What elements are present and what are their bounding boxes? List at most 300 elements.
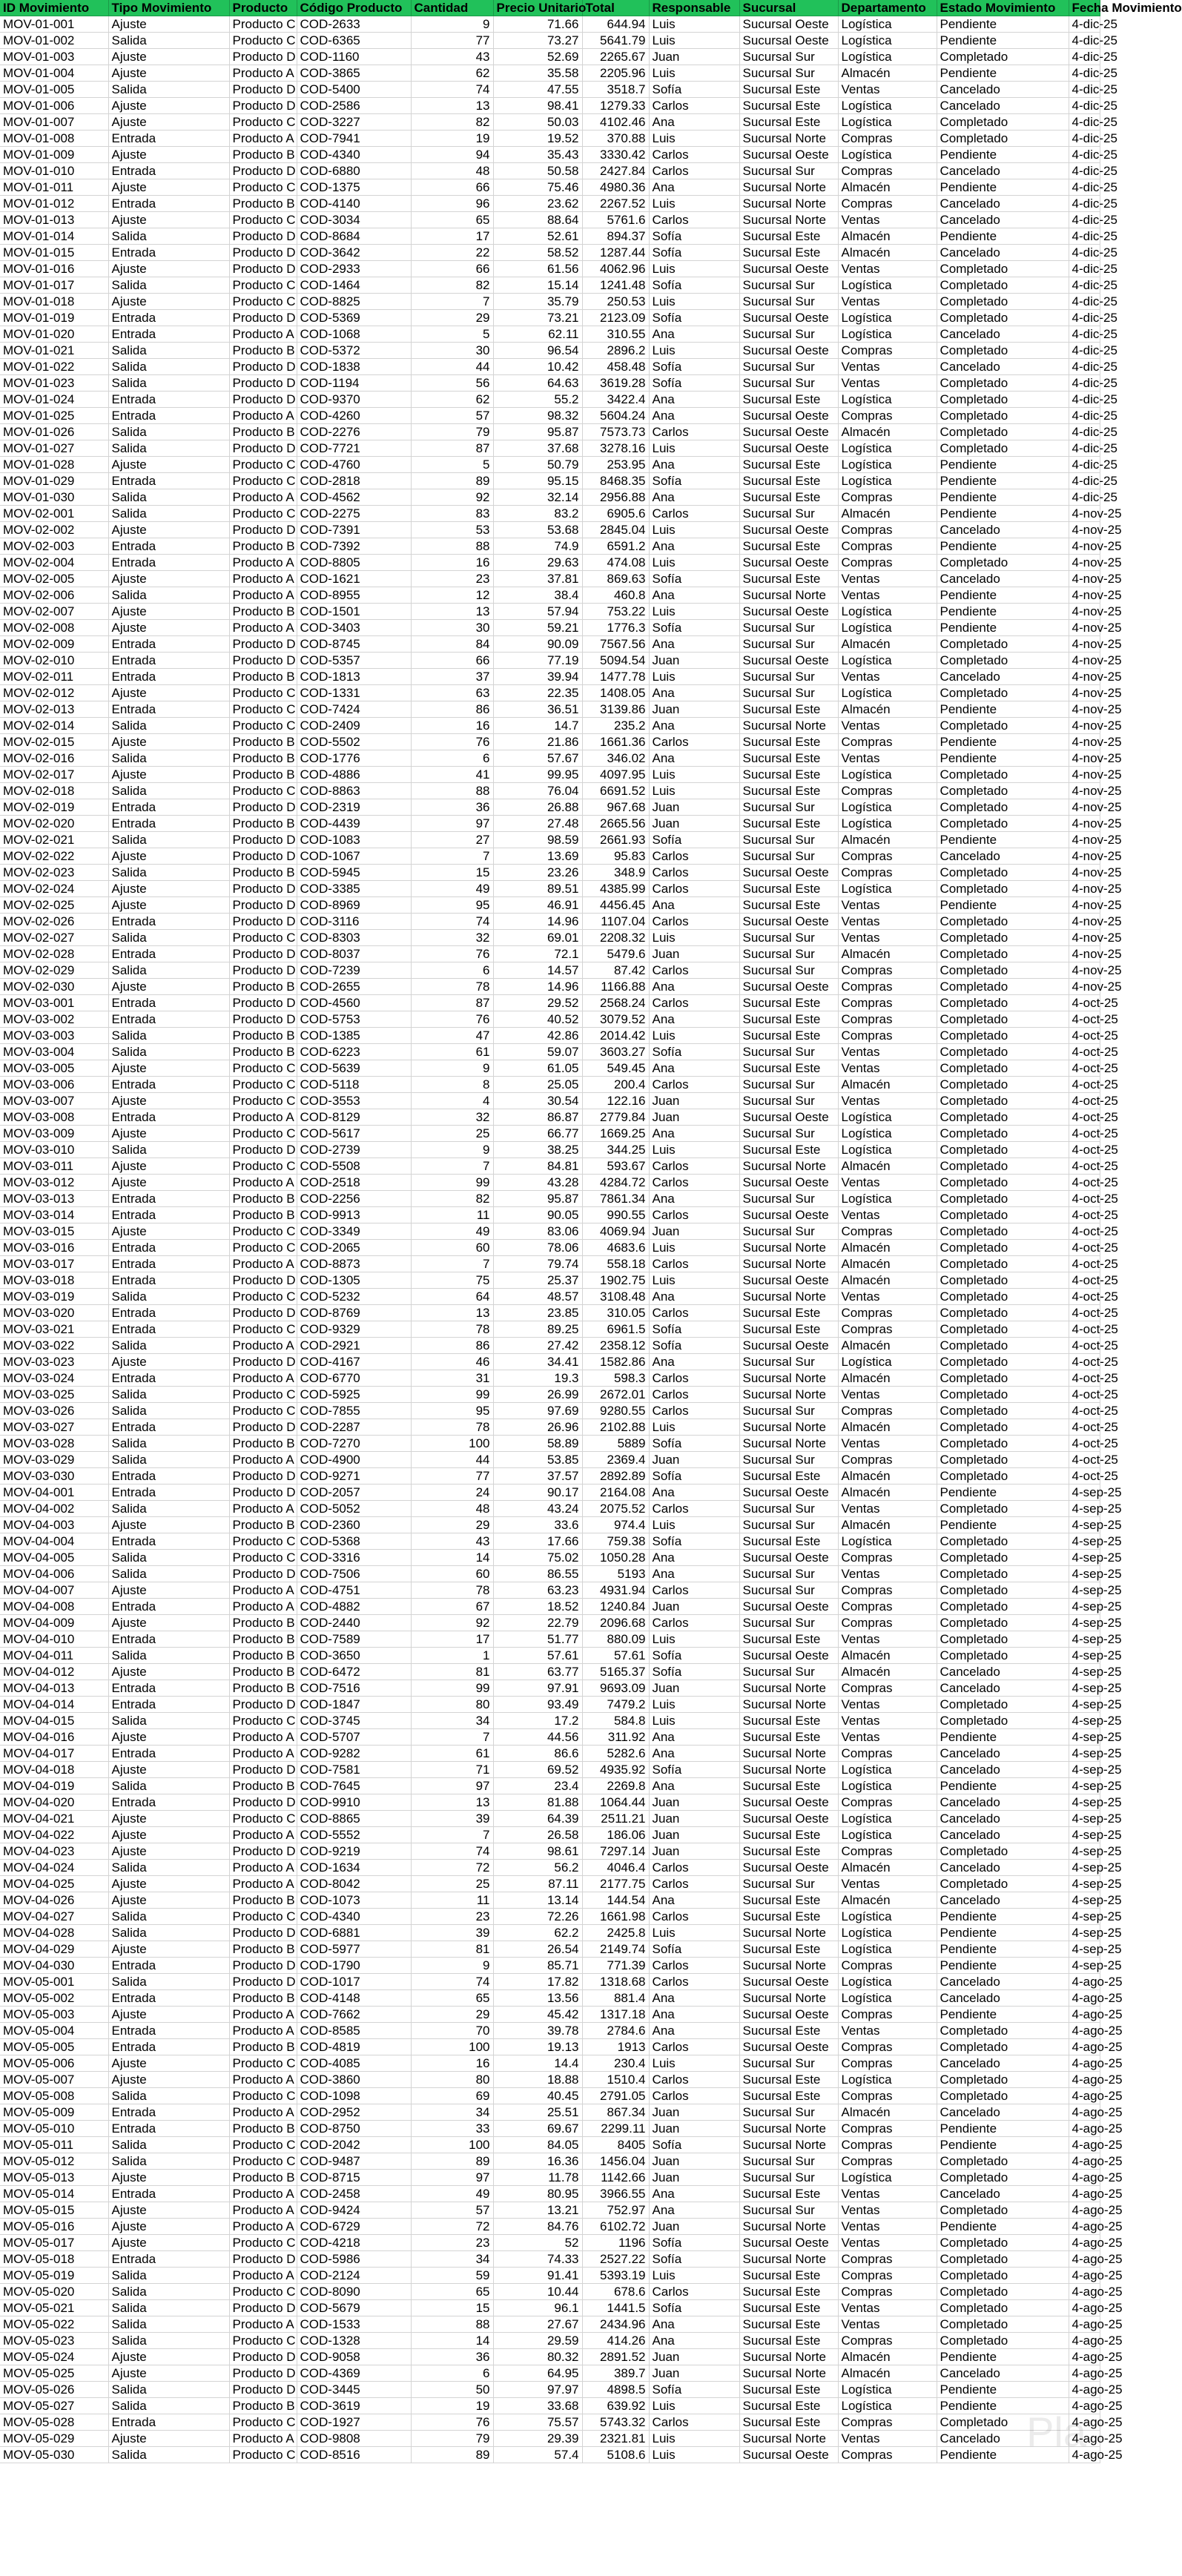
table-cell[interactable]: Sucursal Norte: [739, 1436, 838, 1452]
table-cell[interactable]: Producto C: [229, 2088, 297, 2104]
table-cell[interactable]: Compras: [838, 1794, 937, 1811]
table-cell[interactable]: Almacén: [838, 1370, 937, 1387]
table-cell[interactable]: 45.42: [493, 2007, 582, 2023]
table-cell[interactable]: COD-9219: [297, 1843, 411, 1860]
table-cell[interactable]: 2956.88: [582, 489, 649, 506]
table-cell[interactable]: Carlos: [649, 1860, 739, 1876]
table-cell[interactable]: Sucursal Este: [739, 228, 838, 245]
table-cell[interactable]: 15.14: [493, 277, 582, 294]
table-cell[interactable]: 25: [411, 1126, 493, 1142]
table-cell[interactable]: MOV-02-024: [0, 881, 108, 897]
table-cell[interactable]: 26.54: [493, 1941, 582, 1958]
table-cell[interactable]: Completado: [937, 1468, 1069, 1484]
table-cell[interactable]: Sucursal Oeste: [739, 1811, 838, 1827]
table-cell[interactable]: 33.6: [493, 1517, 582, 1533]
table-cell[interactable]: Luis: [649, 1631, 739, 1648]
table-cell[interactable]: Carlos: [649, 1077, 739, 1093]
table-cell[interactable]: Sucursal Norte: [739, 2431, 838, 2447]
table-cell[interactable]: Entrada: [108, 1191, 229, 1207]
table-cell[interactable]: Ajuste: [108, 1354, 229, 1370]
table-cell[interactable]: Completado: [937, 1387, 1069, 1403]
table-cell[interactable]: Luis: [649, 604, 739, 620]
table-cell[interactable]: Almacén: [838, 1517, 937, 1533]
table-cell[interactable]: 97.91: [493, 1680, 582, 1697]
table-cell[interactable]: MOV-05-022: [0, 2316, 108, 2333]
table-cell[interactable]: Compras: [838, 783, 937, 799]
table-cell[interactable]: Ana: [649, 1729, 739, 1746]
table-cell[interactable]: 14.7: [493, 718, 582, 734]
table-cell[interactable]: Entrada: [108, 1240, 229, 1256]
table-cell[interactable]: Salida: [108, 1778, 229, 1794]
table-cell[interactable]: Entrada: [108, 2414, 229, 2431]
table-cell[interactable]: Sucursal Oeste: [739, 1109, 838, 1126]
table-cell[interactable]: COD-1847: [297, 1697, 411, 1713]
table-cell[interactable]: 4-oct-25: [1069, 1354, 1100, 1370]
table-cell[interactable]: 4-oct-25: [1069, 1158, 1100, 1175]
table-cell[interactable]: Sucursal Sur: [739, 65, 838, 82]
table-cell[interactable]: Completado: [937, 2300, 1069, 2316]
table-cell[interactable]: 82: [411, 1191, 493, 1207]
table-cell[interactable]: 14.4: [493, 2055, 582, 2072]
table-cell[interactable]: COD-3385: [297, 881, 411, 897]
table-cell[interactable]: 57.61: [493, 1648, 582, 1664]
table-cell[interactable]: 50.03: [493, 114, 582, 131]
table-cell[interactable]: Sucursal Sur: [739, 1452, 838, 1468]
table-cell[interactable]: 4-oct-25: [1069, 1175, 1100, 1191]
table-cell[interactable]: Producto B: [229, 1941, 297, 1958]
table-cell[interactable]: 64.63: [493, 375, 582, 392]
table-cell[interactable]: Compras: [838, 2137, 937, 2153]
table-cell[interactable]: MOV-05-020: [0, 2284, 108, 2300]
table-cell[interactable]: COD-4819: [297, 2039, 411, 2055]
table-cell[interactable]: Ajuste: [108, 1060, 229, 1077]
table-cell[interactable]: 97.69: [493, 1403, 582, 1419]
table-cell[interactable]: 2845.04: [582, 522, 649, 538]
table-cell[interactable]: 752.97: [582, 2202, 649, 2219]
table-cell[interactable]: COD-2057: [297, 1484, 411, 1501]
table-cell[interactable]: 4-dic-25: [1069, 49, 1100, 65]
table-cell[interactable]: 4-sep-25: [1069, 1631, 1100, 1648]
table-cell[interactable]: MOV-01-028: [0, 457, 108, 473]
table-cell[interactable]: MOV-04-005: [0, 1550, 108, 1566]
table-cell[interactable]: Ventas: [838, 2202, 937, 2219]
table-cell[interactable]: COD-2586: [297, 98, 411, 114]
table-cell[interactable]: Producto C: [229, 1713, 297, 1729]
table-cell[interactable]: 62: [411, 392, 493, 408]
table-cell[interactable]: Logística: [838, 881, 937, 897]
table-cell[interactable]: Sucursal Este: [739, 1028, 838, 1044]
table-cell[interactable]: Entrada: [108, 669, 229, 685]
table-cell[interactable]: Completado: [937, 1272, 1069, 1289]
table-cell[interactable]: Sucursal Sur: [739, 1191, 838, 1207]
table-cell[interactable]: Sucursal Sur: [739, 2055, 838, 2072]
table-cell[interactable]: Compras: [838, 196, 937, 212]
table-cell[interactable]: Producto B: [229, 1517, 297, 1533]
table-cell[interactable]: MOV-05-006: [0, 2055, 108, 2072]
table-cell[interactable]: Logística: [838, 1109, 937, 1126]
table-cell[interactable]: 74.9: [493, 538, 582, 555]
table-cell[interactable]: MOV-01-001: [0, 16, 108, 33]
table-cell[interactable]: COD-6770: [297, 1370, 411, 1387]
table-cell[interactable]: Sucursal Sur: [739, 375, 838, 392]
table-cell[interactable]: Producto B: [229, 669, 297, 685]
table-cell[interactable]: Cancelado: [937, 359, 1069, 375]
table-cell[interactable]: 4-oct-25: [1069, 1077, 1100, 1093]
table-cell[interactable]: Pendiente: [937, 538, 1069, 555]
table-cell[interactable]: 1456.04: [582, 2153, 649, 2170]
table-cell[interactable]: 57.61: [582, 1648, 649, 1664]
table-cell[interactable]: Sucursal Este: [739, 1142, 838, 1158]
table-cell[interactable]: COD-4560: [297, 995, 411, 1011]
table-cell[interactable]: 4062.96: [582, 261, 649, 277]
table-cell[interactable]: Producto C: [229, 506, 297, 522]
table-cell[interactable]: 84: [411, 636, 493, 653]
table-cell[interactable]: COD-7589: [297, 1631, 411, 1648]
table-cell[interactable]: 4-dic-25: [1069, 131, 1100, 147]
table-cell[interactable]: 89: [411, 2447, 493, 2463]
table-cell[interactable]: Carlos: [649, 2072, 739, 2088]
table-cell[interactable]: Ana: [649, 1566, 739, 1582]
table-cell[interactable]: MOV-05-008: [0, 2088, 108, 2104]
table-cell[interactable]: Compras: [838, 979, 937, 995]
table-cell[interactable]: MOV-03-016: [0, 1240, 108, 1256]
table-cell[interactable]: 558.18: [582, 1256, 649, 1272]
table-cell[interactable]: Sofía: [649, 1321, 739, 1338]
table-cell[interactable]: Salida: [108, 587, 229, 604]
table-cell[interactable]: 2791.05: [582, 2088, 649, 2104]
table-cell[interactable]: 4-nov-25: [1069, 587, 1100, 604]
table-cell[interactable]: 86.87: [493, 1109, 582, 1126]
table-cell[interactable]: Completado: [937, 392, 1069, 408]
table-cell[interactable]: 29.52: [493, 995, 582, 1011]
table-cell[interactable]: 35.43: [493, 147, 582, 163]
table-cell[interactable]: COD-7424: [297, 701, 411, 718]
table-cell[interactable]: 4-ago-25: [1069, 2072, 1100, 2088]
table-cell[interactable]: Compras: [838, 2333, 937, 2349]
table-cell[interactable]: 81: [411, 1941, 493, 1958]
table-cell[interactable]: MOV-02-015: [0, 734, 108, 750]
table-cell[interactable]: Ana: [649, 179, 739, 196]
table-cell[interactable]: 16.36: [493, 2153, 582, 2170]
table-cell[interactable]: COD-8303: [297, 930, 411, 946]
table-cell[interactable]: Producto A: [229, 555, 297, 571]
table-cell[interactable]: COD-1305: [297, 1272, 411, 1289]
table-cell[interactable]: Ajuste: [108, 98, 229, 114]
table-cell[interactable]: Sofía: [649, 1044, 739, 1060]
table-cell[interactable]: 4-oct-25: [1069, 1370, 1100, 1387]
column-header[interactable]: Fecha Movimiento: [1069, 0, 1100, 16]
table-cell[interactable]: MOV-03-022: [0, 1338, 108, 1354]
table-cell[interactable]: Sucursal Oeste: [739, 33, 838, 49]
table-cell[interactable]: Ventas: [838, 2186, 937, 2202]
table-cell[interactable]: 14.57: [493, 962, 582, 979]
table-cell[interactable]: Producto C: [229, 33, 297, 49]
table-cell[interactable]: Almacén: [838, 832, 937, 848]
table-cell[interactable]: Sucursal Este: [739, 881, 838, 897]
table-cell[interactable]: Sucursal Sur: [739, 1664, 838, 1680]
table-cell[interactable]: Compras: [838, 2088, 937, 2104]
table-cell[interactable]: 6591.2: [582, 538, 649, 555]
table-cell[interactable]: 4-ago-25: [1069, 2316, 1100, 2333]
table-cell[interactable]: Logística: [838, 1142, 937, 1158]
table-cell[interactable]: MOV-03-003: [0, 1028, 108, 1044]
table-cell[interactable]: Producto D: [229, 2251, 297, 2268]
table-cell[interactable]: Ventas: [838, 571, 937, 587]
table-cell[interactable]: MOV-05-005: [0, 2039, 108, 2055]
table-cell[interactable]: 13.56: [493, 1990, 582, 2007]
table-cell[interactable]: Ajuste: [108, 1093, 229, 1109]
table-cell[interactable]: Producto C: [229, 1240, 297, 1256]
table-cell[interactable]: COD-2818: [297, 473, 411, 489]
table-cell[interactable]: COD-2042: [297, 2137, 411, 2153]
table-cell[interactable]: COD-9282: [297, 1746, 411, 1762]
table-cell[interactable]: Sofía: [649, 277, 739, 294]
table-cell[interactable]: COD-7855: [297, 1403, 411, 1419]
table-cell[interactable]: 310.05: [582, 1305, 649, 1321]
table-cell[interactable]: MOV-04-030: [0, 1958, 108, 1974]
table-cell[interactable]: Sofía: [649, 2137, 739, 2153]
table-cell[interactable]: 99: [411, 1175, 493, 1191]
column-header[interactable]: Producto: [229, 0, 297, 16]
table-cell[interactable]: Ana: [649, 2186, 739, 2202]
table-cell[interactable]: 2672.01: [582, 1387, 649, 1403]
table-cell[interactable]: Sucursal Sur: [739, 506, 838, 522]
table-cell[interactable]: Sucursal Oeste: [739, 1207, 838, 1223]
table-cell[interactable]: Producto C: [229, 1126, 297, 1142]
table-cell[interactable]: Almacén: [838, 506, 937, 522]
table-cell[interactable]: Ajuste: [108, 1517, 229, 1533]
table-cell[interactable]: Compras: [838, 1746, 937, 1762]
table-cell[interactable]: Producto D: [229, 1305, 297, 1321]
table-cell[interactable]: COD-1017: [297, 1974, 411, 1990]
table-cell[interactable]: Sucursal Norte: [739, 1370, 838, 1387]
table-cell[interactable]: Ventas: [838, 669, 937, 685]
table-cell[interactable]: 10.42: [493, 359, 582, 375]
table-cell[interactable]: Sucursal Este: [739, 489, 838, 506]
table-cell[interactable]: 57.67: [493, 750, 582, 767]
table-cell[interactable]: Sucursal Oeste: [739, 310, 838, 326]
table-cell[interactable]: 88: [411, 2316, 493, 2333]
table-cell[interactable]: Carlos: [649, 1958, 739, 1974]
table-cell[interactable]: 3139.86: [582, 701, 649, 718]
table-cell[interactable]: Compras: [838, 1028, 937, 1044]
table-cell[interactable]: Ventas: [838, 1093, 937, 1109]
table-cell[interactable]: Sucursal Oeste: [739, 261, 838, 277]
table-cell[interactable]: 5: [411, 326, 493, 343]
table-cell[interactable]: Completado: [937, 1126, 1069, 1142]
table-cell[interactable]: MOV-03-028: [0, 1436, 108, 1452]
table-cell[interactable]: Sucursal Este: [739, 473, 838, 489]
table-cell[interactable]: 86.6: [493, 1746, 582, 1762]
table-cell[interactable]: MOV-01-010: [0, 163, 108, 179]
table-cell[interactable]: 95.15: [493, 473, 582, 489]
table-cell[interactable]: Entrada: [108, 326, 229, 343]
table-cell[interactable]: COD-9424: [297, 2202, 411, 2219]
table-cell[interactable]: Ajuste: [108, 261, 229, 277]
table-cell[interactable]: Ventas: [838, 2316, 937, 2333]
table-cell[interactable]: 2784.6: [582, 2023, 649, 2039]
table-cell[interactable]: 48: [411, 163, 493, 179]
table-cell[interactable]: Cancelado: [937, 848, 1069, 865]
table-cell[interactable]: 4-dic-25: [1069, 261, 1100, 277]
table-cell[interactable]: 678.6: [582, 2284, 649, 2300]
table-cell[interactable]: 4-dic-25: [1069, 179, 1100, 196]
table-cell[interactable]: Sucursal Este: [739, 2088, 838, 2104]
table-cell[interactable]: 32: [411, 930, 493, 946]
table-cell[interactable]: 43.24: [493, 1501, 582, 1517]
table-cell[interactable]: COD-1464: [297, 277, 411, 294]
table-cell[interactable]: Completado: [937, 1631, 1069, 1648]
table-cell[interactable]: Producto D: [229, 1011, 297, 1028]
table-cell[interactable]: 4-ago-25: [1069, 2284, 1100, 2300]
table-cell[interactable]: Ajuste: [108, 2007, 229, 2023]
table-cell[interactable]: 2299.11: [582, 2121, 649, 2137]
table-cell[interactable]: Pendiente: [937, 1925, 1069, 1941]
column-header[interactable]: Tipo Movimiento: [108, 0, 229, 16]
table-cell[interactable]: Producto A: [229, 131, 297, 147]
table-cell[interactable]: 90.05: [493, 1207, 582, 1223]
table-cell[interactable]: Completado: [937, 2072, 1069, 2088]
table-cell[interactable]: Sucursal Sur: [739, 1044, 838, 1060]
table-cell[interactable]: 55.2: [493, 392, 582, 408]
table-cell[interactable]: Ventas: [838, 1387, 937, 1403]
table-cell[interactable]: 82: [411, 277, 493, 294]
table-cell[interactable]: Carlos: [649, 1158, 739, 1175]
table-cell[interactable]: COD-1067: [297, 848, 411, 865]
table-cell[interactable]: Producto B: [229, 865, 297, 881]
table-cell[interactable]: 4-nov-25: [1069, 685, 1100, 701]
table-cell[interactable]: Sucursal Sur: [739, 1566, 838, 1582]
table-cell[interactable]: Compras: [838, 848, 937, 865]
table-cell[interactable]: COD-8745: [297, 636, 411, 653]
table-cell[interactable]: 47.55: [493, 82, 582, 98]
table-cell[interactable]: COD-9910: [297, 1794, 411, 1811]
table-cell[interactable]: MOV-02-004: [0, 555, 108, 571]
table-cell[interactable]: 78: [411, 1321, 493, 1338]
table-cell[interactable]: Logística: [838, 33, 937, 49]
table-cell[interactable]: 93.49: [493, 1697, 582, 1713]
table-cell[interactable]: 27.48: [493, 816, 582, 832]
table-cell[interactable]: Sucursal Sur: [739, 685, 838, 701]
table-cell[interactable]: Completado: [937, 294, 1069, 310]
table-cell[interactable]: Producto A: [229, 571, 297, 587]
table-cell[interactable]: Producto C: [229, 277, 297, 294]
table-cell[interactable]: Producto A: [229, 2007, 297, 2023]
table-cell[interactable]: 17.66: [493, 1533, 582, 1550]
table-cell[interactable]: Ventas: [838, 1044, 937, 1060]
table-cell[interactable]: COD-8037: [297, 946, 411, 962]
table-cell[interactable]: Juan: [649, 2219, 739, 2235]
table-cell[interactable]: Carlos: [649, 881, 739, 897]
table-cell[interactable]: Sofía: [649, 1436, 739, 1452]
table-cell[interactable]: COD-3116: [297, 914, 411, 930]
table-cell[interactable]: 26.58: [493, 1827, 582, 1843]
table-cell[interactable]: Producto C: [229, 1387, 297, 1403]
table-cell[interactable]: 4-sep-25: [1069, 1746, 1100, 1762]
table-cell[interactable]: Sucursal Oeste: [739, 1599, 838, 1615]
table-cell[interactable]: 4-sep-25: [1069, 1648, 1100, 1664]
table-cell[interactable]: Ventas: [838, 294, 937, 310]
table-cell[interactable]: COD-9370: [297, 392, 411, 408]
table-cell[interactable]: Producto C: [229, 2284, 297, 2300]
table-cell[interactable]: Almacén: [838, 1892, 937, 1909]
table-cell[interactable]: MOV-04-006: [0, 1566, 108, 1582]
table-cell[interactable]: 99: [411, 1387, 493, 1403]
table-cell[interactable]: COD-1790: [297, 1958, 411, 1974]
table-cell[interactable]: 66: [411, 179, 493, 196]
table-cell[interactable]: 71.66: [493, 16, 582, 33]
table-cell[interactable]: 88: [411, 783, 493, 799]
table-cell[interactable]: Ventas: [838, 587, 937, 604]
table-cell[interactable]: Logística: [838, 2170, 937, 2186]
table-cell[interactable]: COD-1073: [297, 1892, 411, 1909]
table-cell[interactable]: Salida: [108, 1338, 229, 1354]
table-cell[interactable]: COD-3445: [297, 2382, 411, 2398]
table-cell[interactable]: 66.77: [493, 1126, 582, 1142]
table-cell[interactable]: 13: [411, 604, 493, 620]
table-cell[interactable]: 880.09: [582, 1631, 649, 1648]
table-cell[interactable]: Luis: [649, 1713, 739, 1729]
table-cell[interactable]: 4-dic-25: [1069, 294, 1100, 310]
table-cell[interactable]: COD-4340: [297, 1909, 411, 1925]
table-cell[interactable]: Carlos: [649, 1175, 739, 1191]
table-cell[interactable]: 52.69: [493, 49, 582, 65]
table-cell[interactable]: Sofía: [649, 245, 739, 261]
table-cell[interactable]: 4-dic-25: [1069, 408, 1100, 424]
table-cell[interactable]: Sucursal Este: [739, 245, 838, 261]
table-cell[interactable]: 4-nov-25: [1069, 767, 1100, 783]
table-cell[interactable]: Producto A: [229, 65, 297, 82]
table-cell[interactable]: Completado: [937, 1109, 1069, 1126]
table-cell[interactable]: Entrada: [108, 914, 229, 930]
table-cell[interactable]: MOV-04-003: [0, 1517, 108, 1533]
table-cell[interactable]: COD-6729: [297, 2219, 411, 2235]
table-cell[interactable]: 4456.45: [582, 897, 649, 914]
table-cell[interactable]: COD-1533: [297, 2316, 411, 2333]
table-cell[interactable]: Producto C: [229, 783, 297, 799]
table-cell[interactable]: MOV-02-011: [0, 669, 108, 685]
table-cell[interactable]: COD-3745: [297, 1713, 411, 1729]
table-cell[interactable]: 7: [411, 1256, 493, 1272]
table-cell[interactable]: 81: [411, 1664, 493, 1680]
table-cell[interactable]: 63.77: [493, 1664, 582, 1680]
table-cell[interactable]: Completado: [937, 1452, 1069, 1468]
table-cell[interactable]: Sucursal Oeste: [739, 2235, 838, 2251]
table-cell[interactable]: 4-nov-25: [1069, 538, 1100, 555]
table-cell[interactable]: 88: [411, 538, 493, 555]
table-cell[interactable]: Ajuste: [108, 2219, 229, 2235]
table-cell[interactable]: COD-4260: [297, 408, 411, 424]
table-cell[interactable]: Luis: [649, 1419, 739, 1436]
table-cell[interactable]: Sucursal Sur: [739, 1093, 838, 1109]
table-cell[interactable]: 34: [411, 1713, 493, 1729]
table-cell[interactable]: Producto D: [229, 1354, 297, 1370]
table-cell[interactable]: Ventas: [838, 750, 937, 767]
table-cell[interactable]: Sucursal Norte: [739, 1990, 838, 2007]
table-cell[interactable]: Sofía: [649, 2382, 739, 2398]
table-cell[interactable]: MOV-03-018: [0, 1272, 108, 1289]
table-cell[interactable]: MOV-02-017: [0, 767, 108, 783]
table-cell[interactable]: Sofía: [649, 1533, 739, 1550]
table-cell[interactable]: 14.96: [493, 979, 582, 995]
table-cell[interactable]: COD-4751: [297, 1582, 411, 1599]
table-cell[interactable]: Entrada: [108, 1077, 229, 1093]
table-cell[interactable]: 49: [411, 1223, 493, 1240]
table-cell[interactable]: MOV-01-013: [0, 212, 108, 228]
table-cell[interactable]: Compras: [838, 2121, 937, 2137]
table-cell[interactable]: 4-nov-25: [1069, 750, 1100, 767]
table-cell[interactable]: Ajuste: [108, 2072, 229, 2088]
